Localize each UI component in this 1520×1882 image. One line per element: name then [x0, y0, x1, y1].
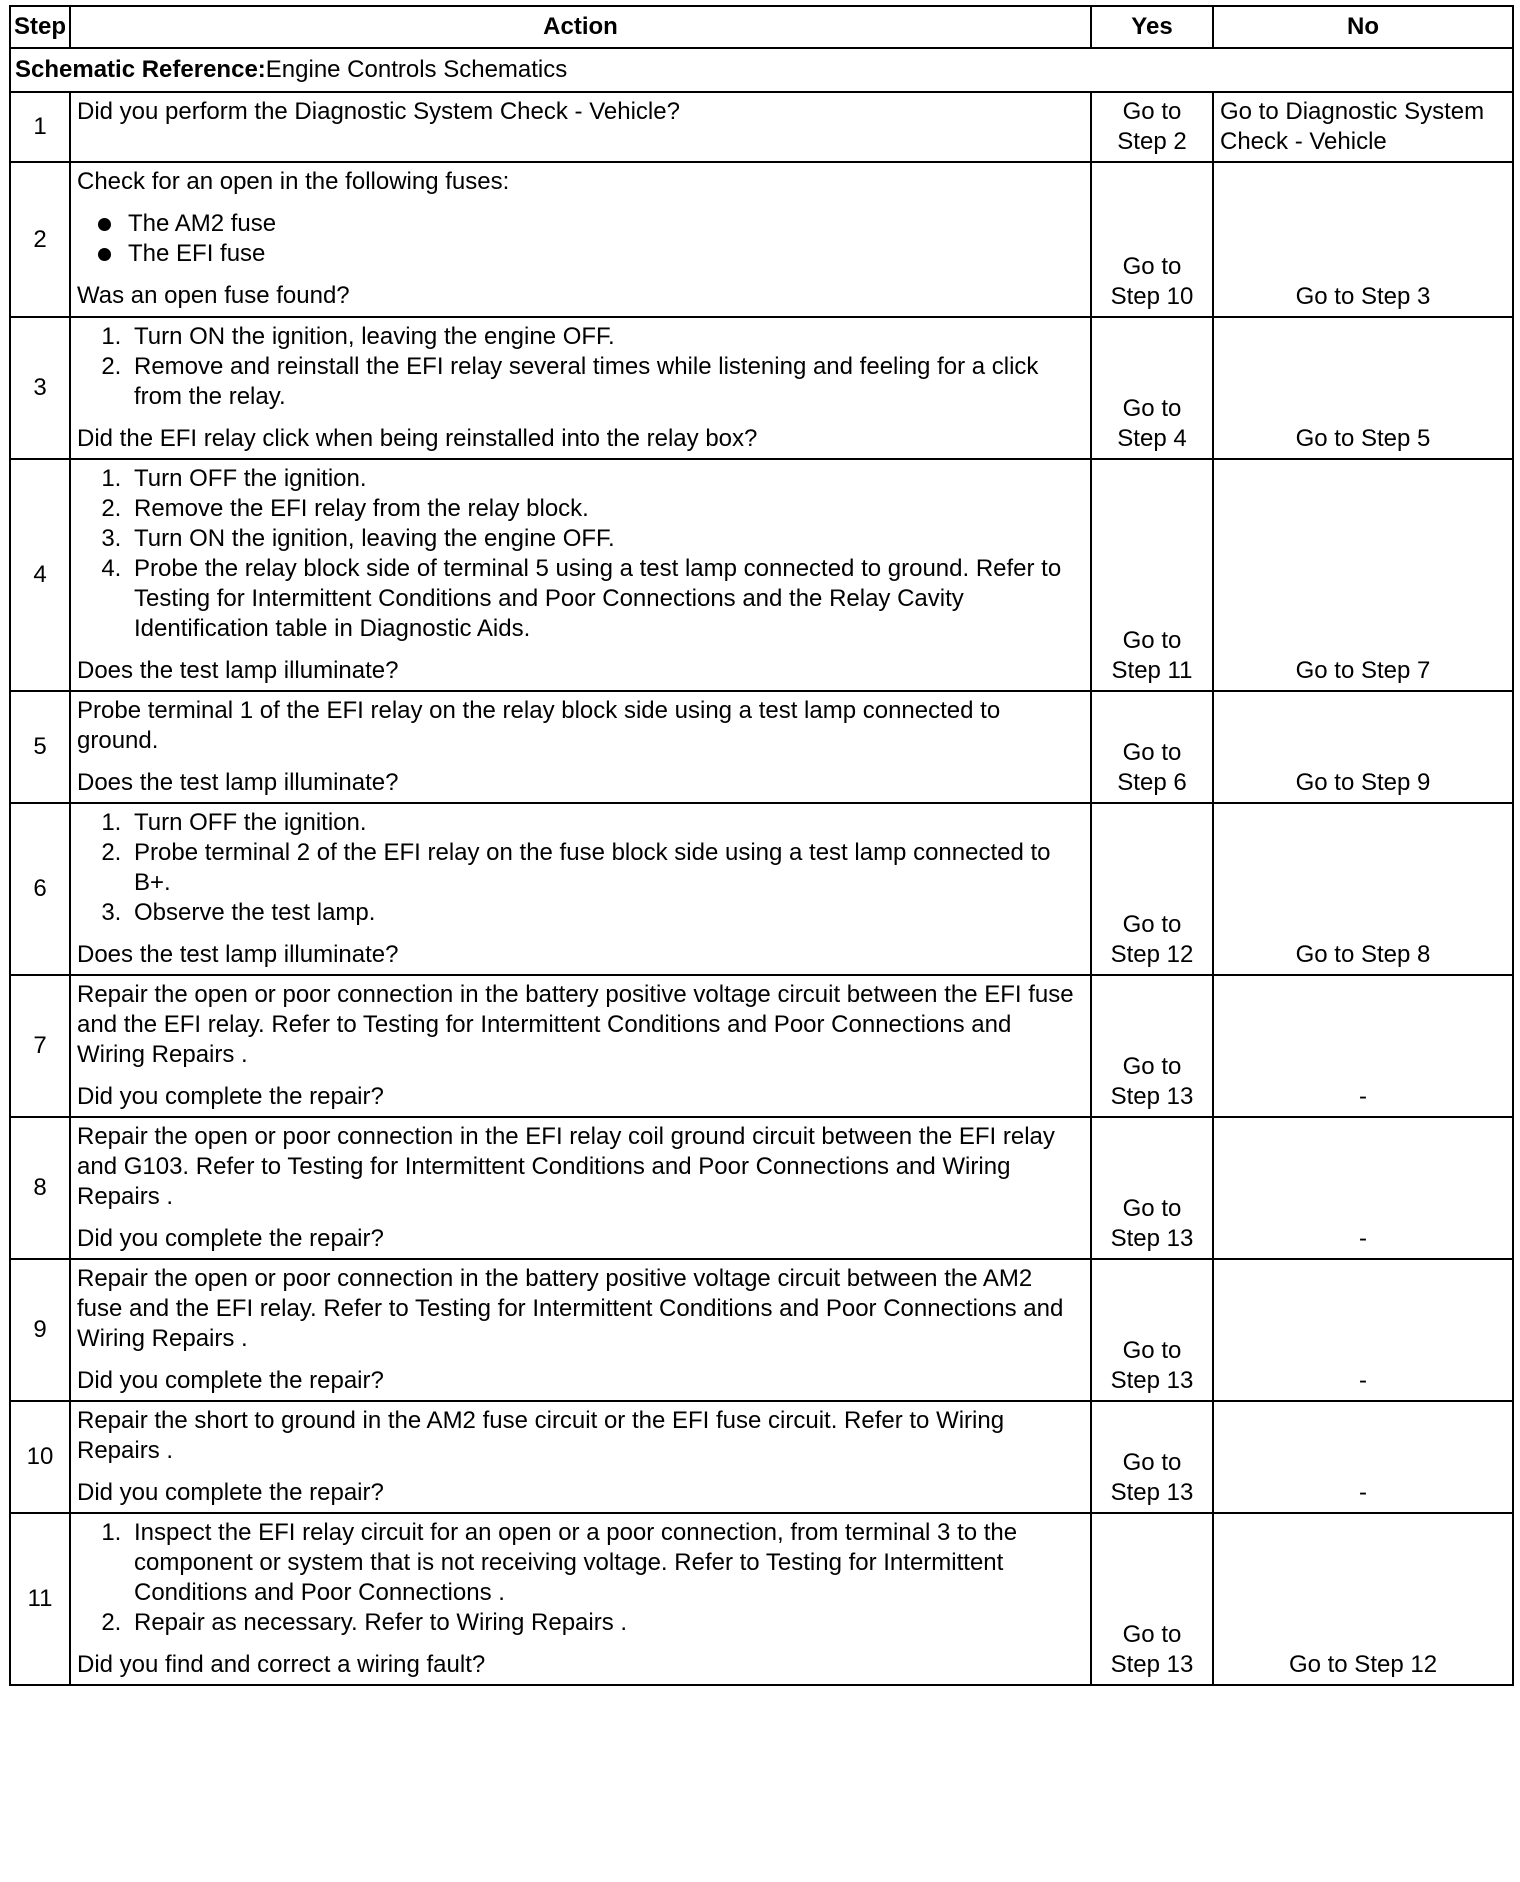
- step-number: 1: [10, 92, 70, 162]
- yes-link[interactable]: Go to Step 4: [1091, 317, 1213, 459]
- action-intro: Repair the short to ground in the AM2 fuse circuit or the EFI fuse circuit. Refer to Wiring Repairs .: [77, 1407, 1005, 1464]
- step-number: 8: [10, 1117, 70, 1259]
- action-cell: [70, 1401, 1091, 1513]
- action-cell: [70, 1259, 1091, 1401]
- no-link[interactable]: Go to Step 9: [1213, 691, 1513, 803]
- step-number: 11: [10, 1513, 70, 1685]
- list-item: 1. Turn OFF the ignition.: [128, 464, 1084, 494]
- yes-link[interactable]: Go to Step 13: [1091, 975, 1213, 1117]
- step-number: 5: [10, 691, 70, 803]
- yes-link[interactable]: Go to Step 13: [1091, 1513, 1213, 1685]
- diagnostic-table: [9, 5, 1514, 1686]
- header-row: [10, 6, 1513, 48]
- list-item: 2. Repair as necessary. Refer to Wiring Repairs .: [128, 1608, 1084, 1638]
- action-cell: [70, 459, 1091, 691]
- no-result: -: [1213, 975, 1513, 1117]
- yes-link[interactable]: Go to Step 6: [1091, 691, 1213, 803]
- step-number: 2: [10, 162, 70, 317]
- procedure-list: [77, 1518, 1084, 1638]
- header-yes: Yes: [1091, 6, 1213, 48]
- list-item: 2. Probe terminal 2 of the EFI relay on the fuse block side using a test lamp connected to B+.: [128, 838, 1084, 898]
- table-row: [10, 162, 1513, 317]
- header-action: Action: [70, 6, 1091, 48]
- action-question: Did you find and correct a wiring fault?: [77, 1651, 486, 1678]
- no-result: -: [1213, 1259, 1513, 1401]
- action-cell: [70, 1117, 1091, 1259]
- action-cell: [70, 162, 1091, 317]
- action-text: Did you perform the Diagnostic System Check - Vehicle?: [77, 98, 680, 125]
- table-row: [10, 1401, 1513, 1513]
- step-number: 10: [10, 1401, 70, 1513]
- action-cell: [70, 975, 1091, 1117]
- list-item: 1. Inspect the EFI relay circuit for an open or a poor connection, from terminal 3 to the component or system that is not receiving voltage. Refer to Testing for Intermittent Conditions and Poor Connections .: [128, 1518, 1084, 1608]
- yes-link[interactable]: Go to Step 13: [1091, 1259, 1213, 1401]
- yes-link[interactable]: Go to Step 13: [1091, 1117, 1213, 1259]
- schematic-reference-label: Schematic Reference:: [15, 56, 266, 83]
- list-item: 3. Observe the test lamp.: [128, 898, 1084, 928]
- no-result: -: [1213, 1401, 1513, 1513]
- action-question: Was an open fuse found?: [77, 282, 350, 309]
- table-row: [10, 317, 1513, 459]
- list-item: 3. Turn ON the ignition, leaving the engine OFF.: [128, 524, 1084, 554]
- list-item: The AM2 fuse: [128, 209, 1084, 239]
- list-item: 1. Turn ON the ignition, leaving the engine OFF.: [128, 322, 1084, 352]
- action-cell: [70, 691, 1091, 803]
- action-question: Did you complete the repair?: [77, 1083, 384, 1110]
- list-item: 2. Remove and reinstall the EFI relay several times while listening and feeling for a click from the relay.: [128, 352, 1084, 412]
- step-number: 3: [10, 317, 70, 459]
- no-link[interactable]: Go to Diagnostic System Check - Vehicle: [1213, 92, 1513, 162]
- procedure-list: [77, 464, 1084, 644]
- table-row: [10, 92, 1513, 162]
- action-cell: [70, 92, 1091, 162]
- table-row: [10, 1513, 1513, 1685]
- table-row: [10, 1117, 1513, 1259]
- action-intro: Repair the open or poor connection in the battery positive voltage circuit between the EFI fuse and the EFI relay. Refer to Testing for Intermittent Conditions and Poor Connections and Wiring Repairs .: [77, 981, 1074, 1068]
- action-cell: [70, 317, 1091, 459]
- yes-link[interactable]: Go to Step 2: [1091, 92, 1213, 162]
- yes-link[interactable]: Go to Step 13: [1091, 1401, 1213, 1513]
- yes-link[interactable]: Go to Step 10: [1091, 162, 1213, 317]
- table-body: [10, 48, 1513, 1685]
- header-no: No: [1213, 6, 1513, 48]
- header-step: Step: [10, 6, 70, 48]
- fuse-list: [77, 209, 1084, 269]
- no-link[interactable]: Go to Step 12: [1213, 1513, 1513, 1685]
- list-item: The EFI fuse: [128, 239, 1084, 269]
- step-number: 9: [10, 1259, 70, 1401]
- no-link[interactable]: Go to Step 3: [1213, 162, 1513, 317]
- action-intro: Repair the open or poor connection in the battery positive voltage circuit between the AM2 fuse and the EFI relay. Refer to Testing for Intermittent Conditions and Poor Connections and Wiring Repairs .: [77, 1265, 1064, 1352]
- schematic-reference-value: Engine Controls Schematics: [265, 56, 568, 83]
- list-item: 4. Probe the relay block side of terminal 5 using a test lamp connected to ground. Refer to Testing for Intermittent Conditions and Poor Connections and the Relay Cavity Identification table in Diagnostic Aids.: [128, 554, 1084, 644]
- action-question: Did you complete the repair?: [77, 1479, 384, 1506]
- no-link[interactable]: Go to Step 5: [1213, 317, 1513, 459]
- procedure-list: [77, 808, 1084, 928]
- list-item: 2. Remove the EFI relay from the relay block.: [128, 494, 1084, 524]
- action-intro: Check for an open in the following fuses:: [77, 168, 510, 195]
- step-number: 4: [10, 459, 70, 691]
- action-question: Did you complete the repair?: [77, 1225, 384, 1252]
- action-question: Does the test lamp illuminate?: [77, 769, 399, 796]
- action-cell: [70, 803, 1091, 975]
- no-link[interactable]: Go to Step 8: [1213, 803, 1513, 975]
- table-row: [10, 803, 1513, 975]
- yes-link[interactable]: Go to Step 11: [1091, 459, 1213, 691]
- action-cell: [70, 1513, 1091, 1685]
- table-row: [10, 975, 1513, 1117]
- yes-link[interactable]: Go to Step 12: [1091, 803, 1213, 975]
- list-item: 1. Turn OFF the ignition.: [128, 808, 1084, 838]
- action-intro: Probe terminal 1 of the EFI relay on the relay block side using a test lamp connected to ground.: [77, 697, 1001, 754]
- action-question: Does the test lamp illuminate?: [77, 657, 399, 684]
- table-row: [10, 1259, 1513, 1401]
- no-link[interactable]: Go to Step 7: [1213, 459, 1513, 691]
- schematic-reference-row: [10, 48, 1513, 92]
- action-question: Did you complete the repair?: [77, 1367, 384, 1394]
- step-number: 6: [10, 803, 70, 975]
- table-row: [10, 691, 1513, 803]
- action-question: Did the EFI relay click when being reinstalled into the relay box?: [77, 425, 758, 452]
- schematic-reference: [10, 48, 1513, 92]
- action-question: Does the test lamp illuminate?: [77, 941, 399, 968]
- table-row: [10, 459, 1513, 691]
- procedure-list: [77, 322, 1084, 412]
- action-intro: Repair the open or poor connection in the EFI relay coil ground circuit between the EFI relay and G103. Refer to Testing for Intermittent Conditions and Poor Connections and Wiring Repairs .: [77, 1123, 1055, 1210]
- step-number: 7: [10, 975, 70, 1117]
- no-result: -: [1213, 1117, 1513, 1259]
